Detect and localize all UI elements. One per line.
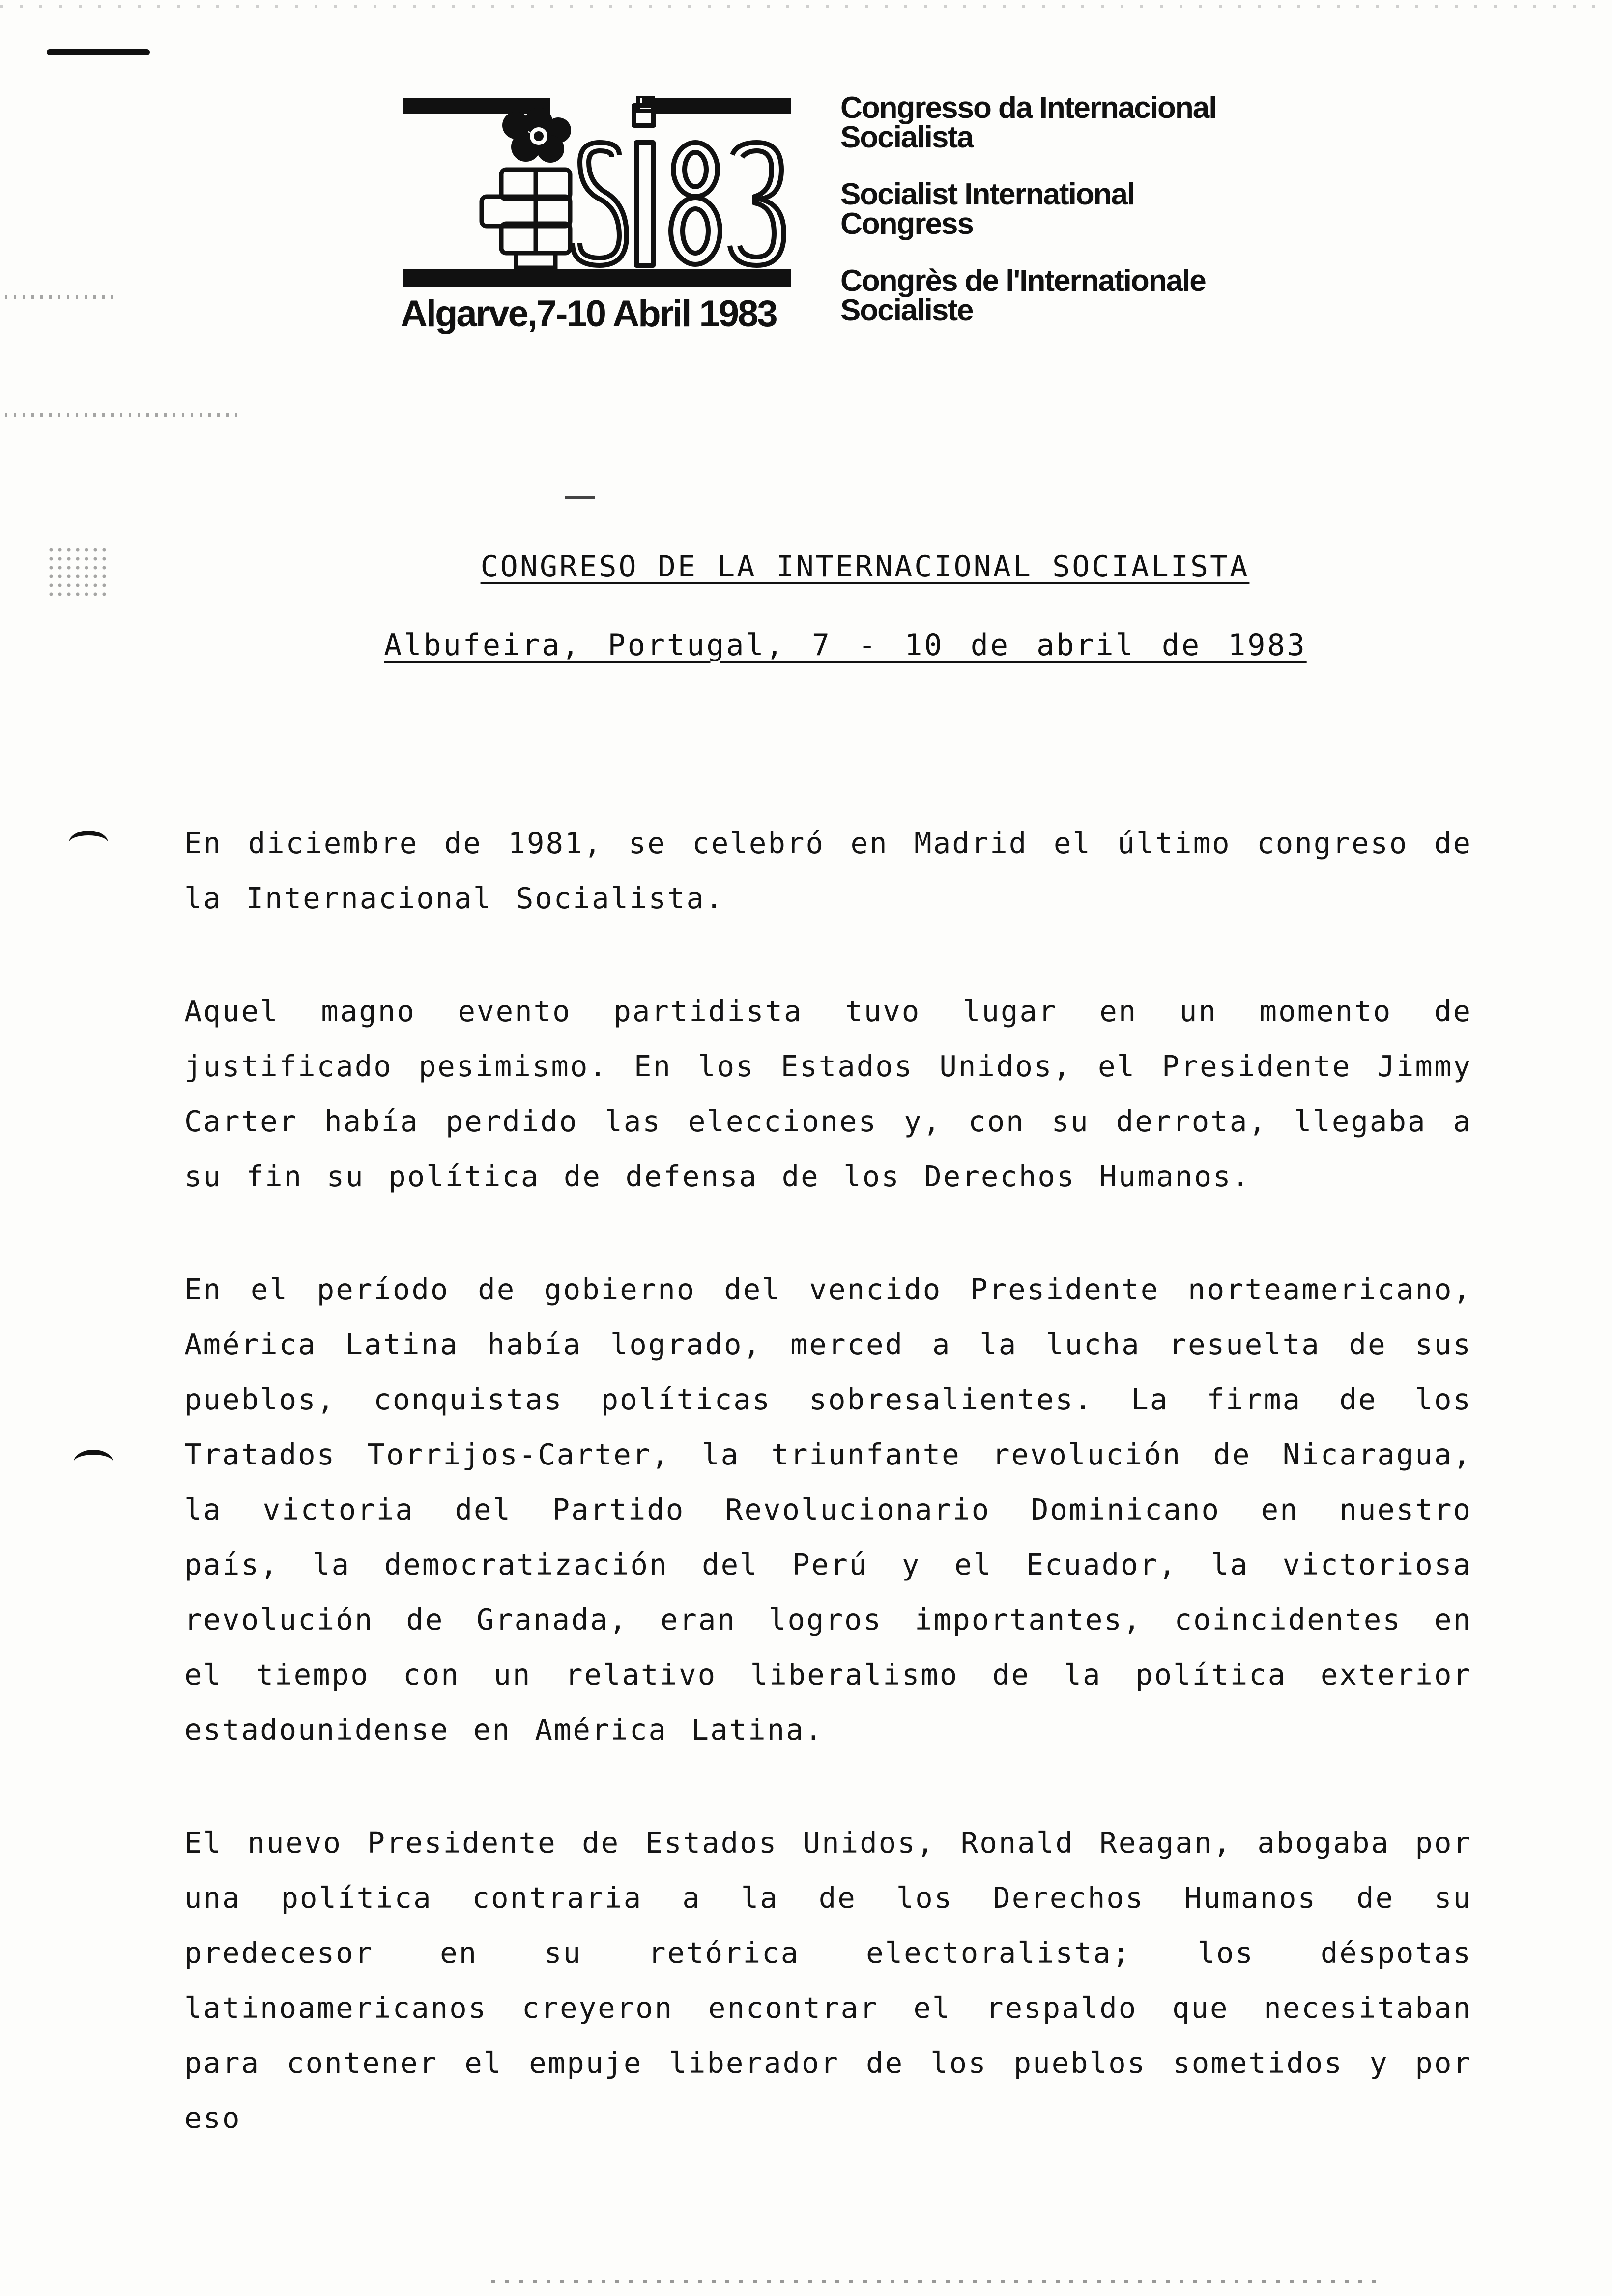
document-body [184,816,1472,2146]
fist-emblem-icon [482,170,570,268]
congress-title-english: Socialist International Congress [840,177,1135,241]
rose-emblem-icon [502,108,571,163]
paragraph: El nuevo Presidente de Estados Unidos, Ronald Reagan, abogaba por una política contraria a la de los Derechos Humanos de su predecesor en su retórica electoralista; los déspotas latinoamericanos creyeron encontrar el respaldo que necesitaban para contener el empuje liberador de los pueblos sometidos y por eso [184,1826,1472,2135]
congress-title-portuguese: Congresso da Internacional Socialista [840,91,1216,154]
logo-caption: Algarve,7-10 Abril 1983 [401,293,777,335]
bottom-scan-noise [491,2280,1376,2283]
si83-logo [403,96,791,292]
congress-title-french: Congrès de l'Internationale Socialiste [840,264,1206,327]
scan-dash-mark [565,496,595,499]
paragraph: Aquel magno evento partidista tuvo lugar en un momento de justificado pesimismo. En los Estados Unidos, el Presidente Jimmy Carter había perdido las elecciones y, con su derrota, llegaba a su fin su política de defensa de los Derechos Humanos. [184,994,1472,1193]
logo-lettering [573,106,784,265]
paragraph: En diciembre de 1981, se celebró en Madrid el último congreso de la Internacional Socialista. [184,826,1472,915]
paragraph: En el período de gobierno del vencido Presidente norteamericano, América Latina había logrado, merced a la lucha resuelta de sus pueblos, conquistas políticas sobresalientes. La firma de los Tratados Torrijos-Carter, la triunfante revolución de Nicaragua, la victoria del Partido Revolucionario Dominicano en nuestro país, la democratización del Perú y el Ecuador, la victoriosa revolución de Granada, eran logros importantes, coincidentes en el tiempo con un relativo liberalismo de la política exterior estadounidense en América Latina. [184,1272,1472,1747]
document-title: CONGRESO DE LA INTERNACIONAL SOCIALISTA [480,549,1250,584]
congress-titles [840,93,1283,325]
scan-mark-top-left [47,49,150,55]
margin-paren-mark [74,1450,113,1474]
margin-noise [5,295,113,299]
margin-noise [5,413,241,417]
document-subtitle: Albufeira, Portugal, 7 - 10 de abril de 1983 [384,628,1307,662]
margin-paren-mark [69,831,108,855]
scan-speck-line [0,5,1612,8]
